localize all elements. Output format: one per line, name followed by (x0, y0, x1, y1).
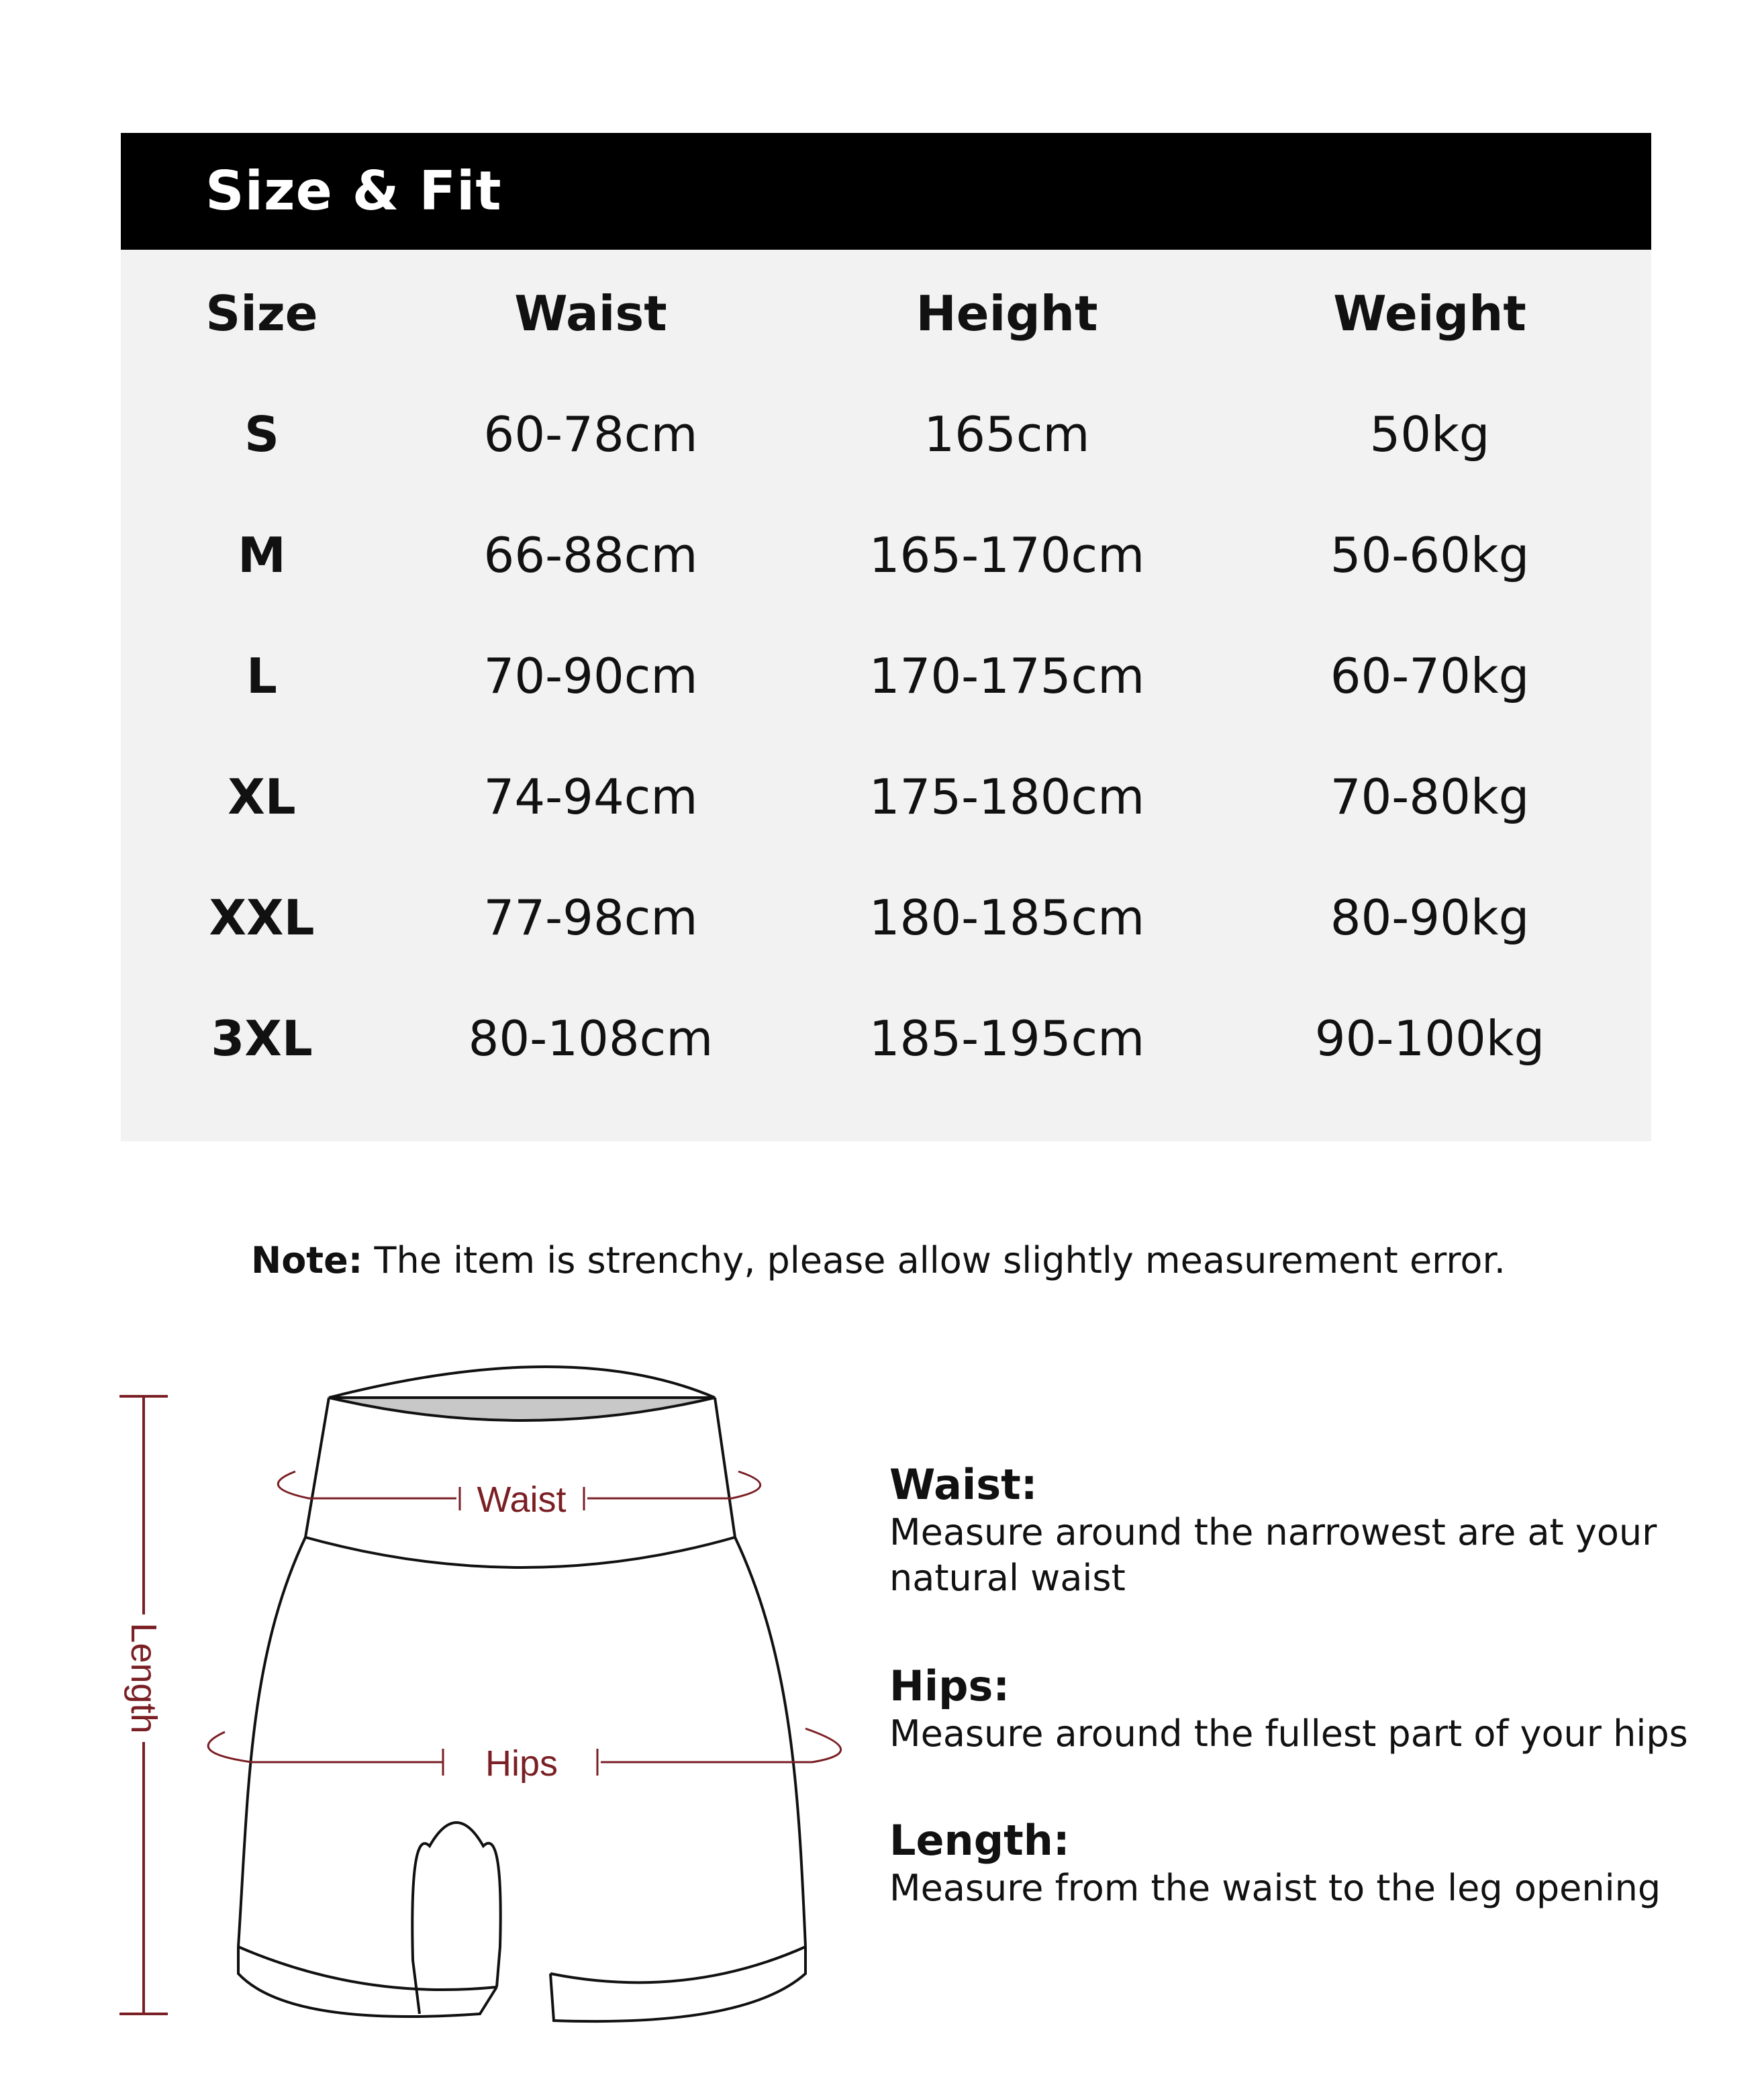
height-cell: 170-175cm (869, 648, 1145, 704)
table-row (121, 763, 1651, 830)
right-side-seam (735, 1537, 805, 1947)
header-bar (121, 133, 1651, 250)
note-label: Note: (251, 1239, 363, 1282)
left-leg-hem (238, 1947, 497, 2017)
waistband-opening (329, 1398, 715, 1420)
table-row (121, 401, 1651, 468)
height-cell: 165cm (924, 406, 1090, 463)
weight-cell: 50kg (1369, 406, 1490, 463)
column-header-height: Height (916, 285, 1098, 342)
hips-description-title: Hips: (889, 1661, 1010, 1710)
waist-description-title: Waist: (889, 1460, 1038, 1509)
waist-label: Waist (477, 1480, 567, 1520)
size-table (121, 250, 1651, 1141)
column-header-size: Size (205, 285, 318, 342)
inseam (412, 1823, 500, 2014)
size-cell: XXL (209, 889, 315, 946)
waistband-top-back (329, 1367, 715, 1398)
height-cell: 165-170cm (869, 527, 1145, 583)
waistband-seam (305, 1537, 735, 1567)
hips-label: Hips (485, 1743, 558, 1784)
size-cell: L (246, 648, 277, 704)
table-row (121, 522, 1651, 589)
table-row (121, 1005, 1651, 1072)
height-cell: 175-180cm (869, 769, 1145, 825)
waist-cell: 80-108cm (468, 1010, 714, 1067)
waist-cell: 66-88cm (483, 527, 698, 583)
weight-cell: 90-100kg (1314, 1010, 1545, 1067)
size-cell: M (238, 527, 286, 583)
hips-description-text: Measure around the fullest part of your hips (889, 1712, 1688, 1755)
table-header-row (121, 280, 1651, 347)
hips-description (889, 1661, 1749, 1757)
size-cell: XL (228, 769, 296, 825)
height-cell: 185-195cm (869, 1010, 1145, 1067)
length-description-text: Measure from the waist to the leg opening (889, 1867, 1661, 1909)
length-label: Length (124, 1623, 164, 1734)
waistband-right-edge (715, 1398, 735, 1537)
waistband-left-edge (305, 1398, 329, 1537)
left-side-seam (238, 1537, 305, 1947)
height-cell: 180-185cm (869, 889, 1145, 946)
note (251, 1239, 1506, 1282)
waist-cell: 70-90cm (483, 648, 698, 704)
note-text: The item is strenchy, please allow slightly measurement error. (362, 1239, 1506, 1282)
shorts-diagram (107, 1356, 859, 2027)
column-header-weight: Weight (1333, 285, 1526, 342)
page-title: Size & Fit (205, 160, 502, 222)
table-row (121, 884, 1651, 951)
table-row (121, 642, 1651, 710)
size-cell: S (244, 406, 279, 463)
column-header-waist: Waist (514, 285, 667, 342)
size-cell: 3XL (211, 1010, 313, 1067)
waist-cell: 74-94cm (483, 769, 698, 825)
length-description (889, 1816, 1749, 1911)
shorts-outline (238, 1367, 805, 2021)
right-leg-cuff-seam (550, 1947, 805, 1982)
waist-cell: 60-78cm (483, 406, 698, 463)
weight-cell: 50-60kg (1330, 527, 1530, 583)
weight-cell: 80-90kg (1330, 889, 1530, 946)
right-leg-hem (550, 1947, 805, 2021)
weight-cell: 60-70kg (1330, 648, 1530, 704)
waist-description (889, 1460, 1749, 1601)
weight-cell: 70-80kg (1330, 769, 1530, 825)
waist-cell: 77-98cm (483, 889, 698, 946)
length-description-title: Length: (889, 1816, 1070, 1865)
waist-description-text: Measure around the narrowest are at your natural waist (889, 1511, 1657, 1599)
left-leg-cuff-seam (238, 1947, 497, 1990)
